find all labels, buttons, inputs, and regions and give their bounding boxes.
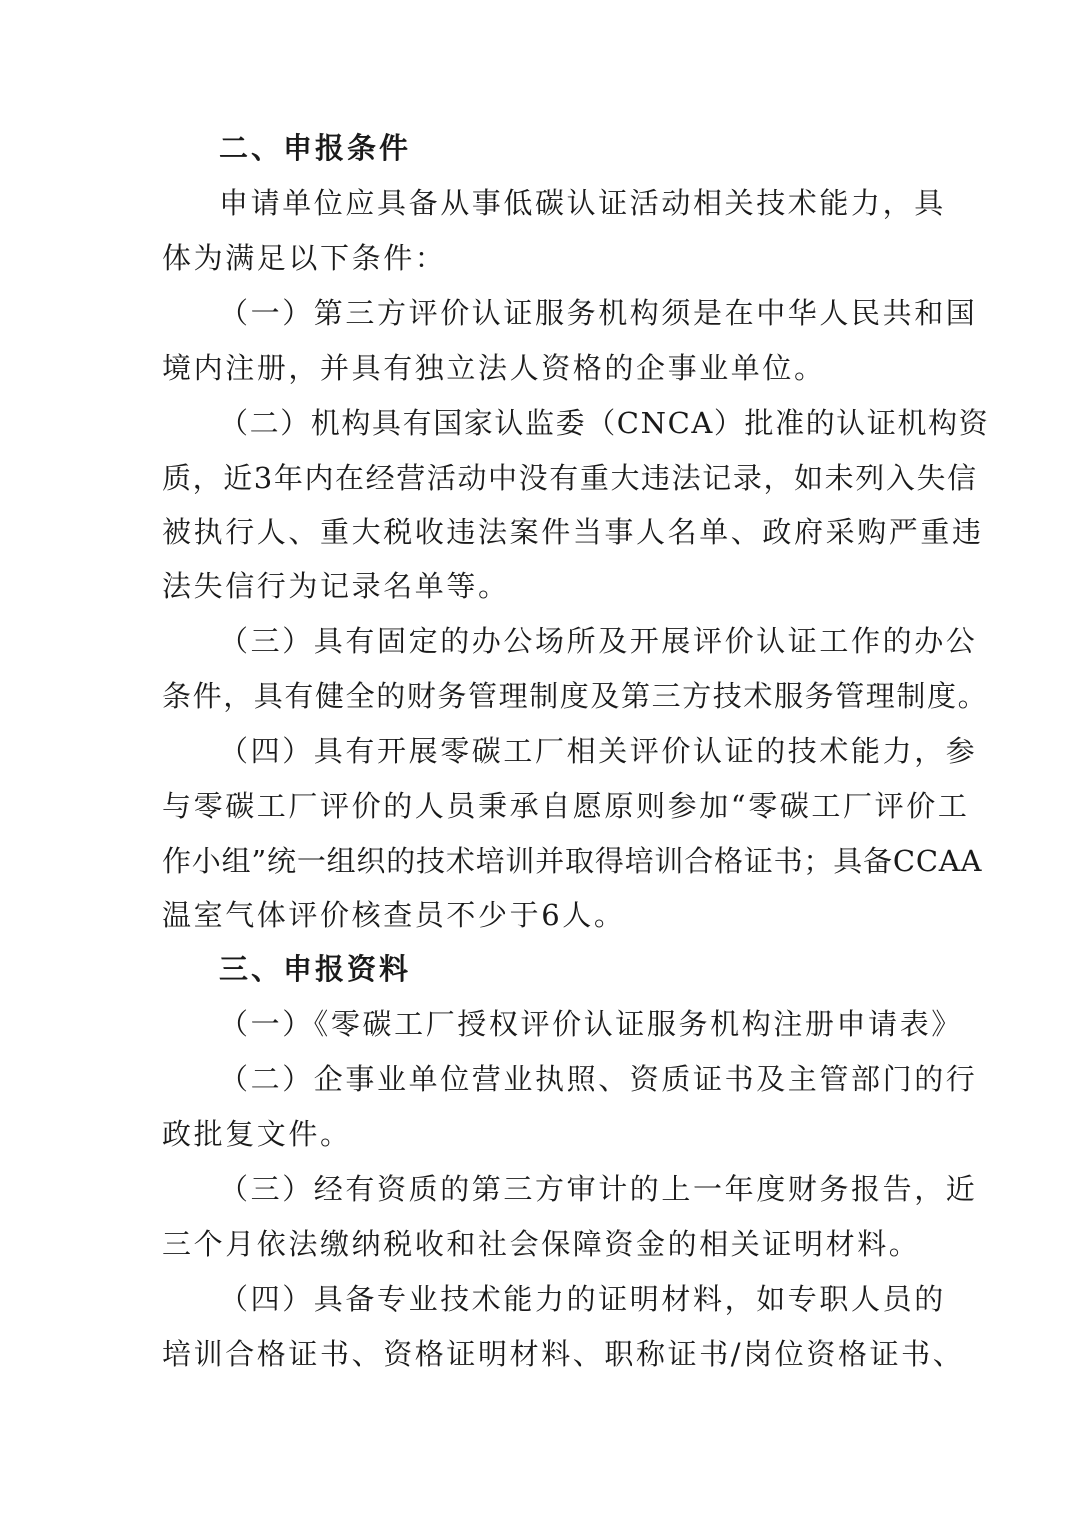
paragraph-line: 温室气体评价核查员不少于6人。: [162, 898, 626, 932]
section-heading-application-conditions: 二、申报条件: [219, 131, 412, 165]
paragraph-line: 与零碳工厂评价的人员秉承自愿原则参加“零碳工厂评价工: [162, 789, 970, 823]
paragraph-line: 条件，具有健全的财务管理制度及第三方技术服务管理制度。: [162, 679, 989, 713]
paragraph-line: （四）具有开展零碳工厂相关评价认证的技术能力，参: [219, 734, 978, 768]
paragraph-line: 境内注册，并具有独立法人资格的企事业单位。: [162, 351, 826, 385]
paragraph-line: （二）企事业单位营业执照、资质证书及主管部门的行: [219, 1062, 978, 1096]
paragraph-line: 体为满足以下条件：: [162, 241, 447, 275]
paragraph-line: （一）《零碳工厂授权评价认证服务机构注册申请表》: [219, 1007, 963, 1041]
paragraph-line: （四）具备专业技术能力的证明材料，如专职人员的: [219, 1282, 946, 1316]
paragraph-line: 法失信行为记录名单等。: [162, 569, 510, 603]
paragraph-line: 培训合格证书、资格证明材料、职称证书/岗位资格证书、: [162, 1337, 965, 1371]
paragraph-line: 作小组”统一组织的技术培训并取得培训合格证书；具备CCAA: [162, 844, 983, 878]
paragraph-line: 政批复文件。: [162, 1117, 352, 1151]
paragraph-line: （三）经有资质的第三方审计的上一年度财务报告，近: [219, 1172, 978, 1206]
paragraph-line: 三个月依法缴纳税收和社会保障资金的相关证明材料。: [162, 1227, 921, 1261]
paragraph-line: （三）具有固定的办公场所及开展评价认证工作的办公: [219, 624, 978, 658]
paragraph-line: （二）机构具有国家认监委（CNCA）批准的认证机构资: [219, 406, 990, 440]
paragraph-line: 质，近3年内在经营活动中没有重大违法记录，如未列入失信: [162, 461, 978, 495]
section-heading-application-materials: 三、申报资料: [219, 952, 412, 986]
paragraph-line: （一）第三方评价认证服务机构须是在中华人民共和国: [219, 296, 978, 330]
paragraph-line: 申请单位应具备从事低碳认证活动相关技术能力，具: [219, 186, 946, 220]
paragraph-line: 被执行人、重大税收违法案件当事人名单、政府采购严重违: [162, 515, 984, 549]
